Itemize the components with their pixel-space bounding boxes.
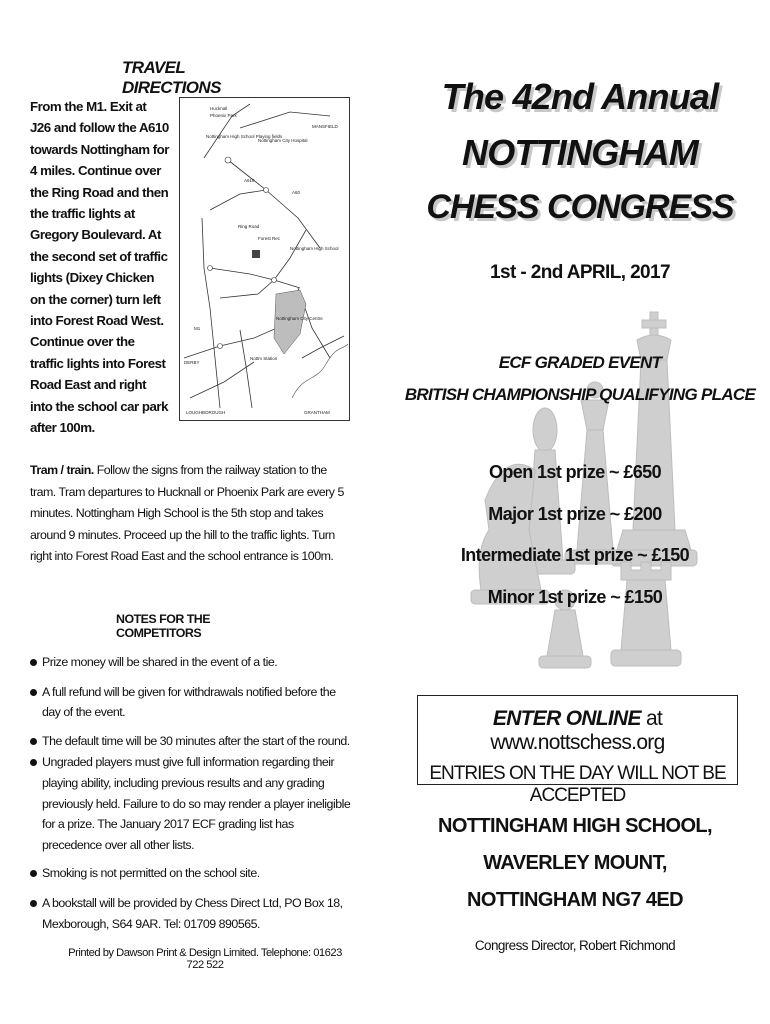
prize-item: Minor 1st prize ~ £150 [487,586,663,607]
venue-address [400,808,750,919]
list-item: The default time will be 30 minutes after the start of the round. [30,731,355,752]
map-label-mansfield: MANSFIELD [312,124,338,129]
travel-directions-title: TRAVEL DIRECTIONS [122,58,221,97]
map-label-station: Nottm Station [250,356,278,361]
notes-list [30,652,355,934]
list-item: Smoking is not permitted on the school site. [30,863,355,884]
map-label-school: Nottingham High School [290,246,339,251]
map-label-ring-road: Ring Road [238,224,260,229]
map-label-derby: DERBY [184,360,200,365]
enter-online-label: ENTER ONLINE [492,707,641,730]
prize-item: Intermediate 1st prize ~ £150 [460,545,690,565]
tram-body: Follow the signs from the railway station to the tram. Tram departures to Hucknall or Phoenix Park are every 5 minutes. Nottingham High School is the 5th stop and takes around 9 minutes. Proceed up the hill to the traffic lights. Turn right into Forest Road East and the school entrance is 100m. [30,463,344,563]
entries-notice: ENTRIES ON THE DAY WILL NOT BE ACCEPTED [429,763,726,806]
location-map [179,97,350,421]
congress-title-line3: CHESS CONGRESS [426,188,734,226]
tram-directions-text [30,460,355,568]
event-status-block [400,347,760,411]
map-label-loughborough: LOUGHBOROUGH [186,410,226,415]
list-item: Ungraded players must give full information regarding their playing ability, including previous results and any grading previously held. Failure to do so may render a player ineligible for a prize. The January 2017 ECF grading list has precedence over all other lists. [30,752,355,855]
enter-online-line [418,707,737,755]
list-item: A bookstall will be provided by Chess Direct Ltd, PO Box 18, Mexborough, S64 9AR. Tel: 01709 890565. [30,893,355,934]
congress-title-line1: The 42nd Annual [441,76,719,117]
entry-website: at www.nottschess.org [490,707,665,754]
list-item: Prize money will be shared in the event of a tie. [30,652,355,673]
printer-credit: Printed by Dawson Print & Design Limited. Telephone: 01623 722 522 [68,947,342,971]
venue-line3: NOTTINGHAM NG7 4ED [467,889,683,911]
british-qualifying-text: BRITISH CHAMPIONSHIP QUALIFYING PLACE [404,385,756,404]
prize-list [400,452,750,618]
prize-item: Open 1st prize ~ £650 [489,462,661,482]
map-label-phoenix: Phoenix Park [210,113,237,118]
map-label-fields: Nottingham High School Playing fields [206,134,283,139]
congress-director: Congress Director, Robert Richmond [474,938,676,953]
map-label-a610: A610 [244,178,255,183]
map-label-m1: M1 [194,326,201,331]
tram-lead: Tram / train. [30,463,94,477]
venue-line2: WAVERLEY MOUNT, [483,852,667,874]
map-label-hucknall: Hucknall [210,106,228,111]
map-label-a60: A60 [292,190,301,195]
map-label-city-hospital: Nottingham City Hospital [258,138,308,143]
event-date: 1st - 2nd APRIL, 2017 [490,262,670,283]
venue-line1: NOTTINGHAM HIGH SCHOOL, [438,815,712,837]
congress-title-line2: NOTTINGHAM [462,132,698,173]
list-item: A full refund will be given for withdrawals notified before the day of the event. [30,682,355,723]
map-label-city-centre: Nottingham City Centre [276,316,323,321]
map-drawing [180,98,349,420]
driving-directions-text: From the M1. Exit at J26 and follow the A610 towards Nottingham for 4 miles. Continue over the Ring Road and then the traffic lights at Gregory Boulevard. At the second set of traffic lights (Dixey Chicken on the corner) turn left into Forest Road West. Continue over the traffic lights into Forest Road East and right into the school car park after 100m. [30,99,169,436]
prize-item: Major 1st prize ~ £200 [488,503,662,524]
ecf-graded-text: ECF GRADED EVENT [498,353,662,372]
notes-title: NOTES FOR THE COMPETITORS [116,612,211,640]
entry-info-box [417,695,738,806]
map-label-grantham: GRANTHAM [304,410,330,415]
map-label-forest: Forest Rec [258,236,281,241]
